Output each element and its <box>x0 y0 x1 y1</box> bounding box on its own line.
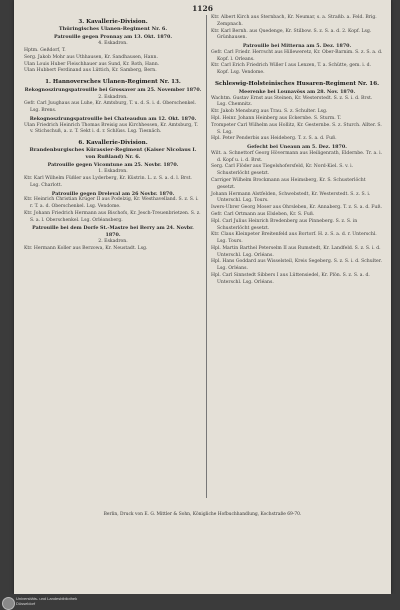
left-column-entry: Hptm. Geßdorf, T. <box>24 47 66 53</box>
page-footer: Berlin, Druck von E. G. Mittler & Sohn, Königliche Hofbuchhandlung, Kochstraße 69-70. <box>103 512 302 517</box>
right-column-entry: Hpl. Hans Goddard aus Wisselsteil, Kreis Segeberg. S. z. S. i. d. Schulter. Lsg. Orléans. <box>211 259 382 272</box>
left-column-entry: Ulan Friedrich Heinrich Thomas Breisig aus Kirchhessen, Kr. Amtsburg, T. v. Stichschuß, a. z. T. Sekt i. d. r. Schlüss. Lsg. Tiesnäch. <box>24 122 199 135</box>
right-column-entry: Gefr. Carl Ortmann aus Elsleben, Kr. S. Fuß. <box>211 211 315 217</box>
right-column-entry: Wilt. a. Schnettorf Georg Hövermann aus Heiligenrath, Eldernbe. Tr. a. i. d. Kopf u. i. d. Brst. <box>211 150 383 163</box>
right-column-head: Schleswig-Holsteinisches Husaren-Regiment Nr. 16. <box>214 80 380 87</box>
left-column-head: 6. Kavallerie-Division. <box>78 140 148 147</box>
left-column-head: 1. Hannoversches Ulanen-Regiment Nr. 13. <box>45 79 181 86</box>
left-column-entry: Serg. Jakob Mohr aus Uthhausen, Kr. Sandhausen, Hann. <box>24 54 158 60</box>
right-column-entry: Ktr. Carl Erich Friedrich Willer I aus Lenzen, T. a. Schütte, gem. i. d. Kopf. Lsg. Vendome. <box>211 63 372 76</box>
left-column-dept: Patrouille bei dem Dorfe St.-Mastre bei Berry am 24. Novbr. 1870. <box>32 225 194 238</box>
left-column-head: 3. Kavallerie-Division. <box>78 19 148 25</box>
left-column-sub: Brandenburgisches Kürassier-Regiment (Kaiser Nicolaus I. von Rußland) Nr. 6. <box>29 147 197 160</box>
left-column-entry: Ktr. Heinrich Christian Krüger II aus Podelzig, Kr. Westhavelland. S. z. S. i. r. T. a. d. Oberschenkel. Lsg. Vendome. <box>24 197 199 209</box>
right-column <box>211 15 383 287</box>
left-column-dept: Rekognoszirungspatrouille bei Grossaver am 25. November 1870. <box>24 87 202 94</box>
right-column-entry: Hpl. Carl Julius Heinrich Bredenberg aus Pinneberg. S. z. S. in Schusterlöcht gesetzt. <box>211 218 358 231</box>
right-column-entry: Serg. Carl Flöder aus Tiegelshofersfeld, Kr. Nord-Kiel. S. v. i. Schusterlöcht gesetzt. <box>211 164 354 177</box>
right-column-entry: Carriger Wilhelm Brockmann aus Heimsberg, Kr. S. Schusterlöcht gesetzt. <box>211 177 366 190</box>
left-column-sec: 1. Eskadron. <box>98 169 128 175</box>
right-column-entry: Ktr. Jakob Mensburg aus Trau. S. z. Schulter. Lsg. <box>211 109 328 115</box>
left-column-dept: Patrouille gegen Dreleval am 26 Novbr. 1870. <box>51 190 175 197</box>
column-divider <box>206 15 207 498</box>
right-column-entry: Hpl. Carl Sinnstedt Sibbers I aus Lüttensiedel, Kr. Plön. S. z. S. a. d. Unterschl. Lsg. Orléans. <box>211 273 370 285</box>
left-column-sec: 4. Eskadron. <box>98 41 128 47</box>
right-column-entry: Ktr. Albert Kirch aus Sternbach, Kr. Neumar, s. a. Straßb. a. Feld. Brig. Zempnach. <box>211 15 377 27</box>
right-column-dept: Meerenke bei Lounavöss am 28. Nov. 1870. <box>238 88 356 95</box>
right-column-entry: Trompeter Carl Wilhelm aus Hollitz, Kr. Gesternbe. S. z. Sturch. Allter. S. S. Lsg. <box>211 122 382 135</box>
right-column-entry: Gefr. Carl Friedr. Herrscht aus Hilleweretz, Kr. Ober-Barnim. S. z. S. a. d. Kopf. l. Orleans. <box>211 49 383 62</box>
left-column-entry: Gefr. Carl Juughaus aus Luhe, Kr. Amtsburg, T. u. d. S. i. d. Oberschenkel. Lsg. Brens. <box>24 101 197 114</box>
library-credit: Universitäts- und Landesbibliothek Düsseldorf <box>16 596 78 606</box>
left-column-entry: Ulan Louis Huber Fleischhauer aus Sund, Kr. Roth, Hann. <box>24 61 160 67</box>
left-column <box>24 15 202 253</box>
right-column-entry: Ktr. Claus Kleinpeter Breitenfeld aus Bortorf. H. z. S. a. d. r. Unterschl. Lsg. Tours. <box>211 232 377 245</box>
right-column-entry: Hpl. Martin Barthel Peterselm II aus Rumstedt, Kr. Landfeld. S. z. S. i. d. Unterschl. Lsg. Orléans. <box>211 245 381 258</box>
library-logo-icon <box>2 597 15 610</box>
left-column-sec: 2. Eskadron. <box>98 94 128 100</box>
right-column-dept: Gefecht bei Uneaun am 5. Dez. 1870. <box>247 144 347 151</box>
left-column-sec: 2. Eskadron. <box>98 239 128 245</box>
left-column-entry: Ktr. Johann Friedrich Hermann aus Bischofs, Kr. Jesch-Treuenbrietzen. S. z. S. a. l. Oberschenkel. Lsg. Orléansberg. <box>24 210 201 223</box>
right-column-entry: Iwers-Ubrer Georg Moser aus Ohrsleben, Kr. Annaberg. T. z. S. a. d. Fuß. <box>211 205 382 211</box>
left-column-entry: Ulan Hubbert Ferdinand aus Lüttich, Kr. Samberg, Bern. <box>24 68 157 74</box>
right-column-entry: Ktr. Karl Bernh. aus Quedenge, Kr. Stilbow. S. z. S. a. d. 2. Kopf. Lsg. Grünhausen. <box>211 28 372 41</box>
page-number: 1126 <box>192 4 213 13</box>
right-column-entry: Hpl. Heinr. Johann Heinberg aus Eckernbe. S. Sturm. T. <box>211 115 342 121</box>
document-page <box>14 0 391 594</box>
right-column-entry: Wachtm. Gustav Ernst aus Steinen, Kr. Westerstedt. S. z. S. i. d. Brst. Lsg. Chemnitz. <box>211 95 373 108</box>
left-column-dept: Patrouille gegen Pronnay am 13. Okt. 1870. <box>54 33 172 40</box>
right-column-dept: Patrouille bei Mitterna am 5. Dez. 1870. <box>242 43 352 50</box>
left-column-entry: Ktr. Karl Wilhelm Füßler aus Lyderberg, Kr. Küstrin. L. z. S. a. d. l. Brst. Lsg. Charlott. <box>24 175 192 188</box>
right-column-entry: Johann Hermann Alstfelden, Schwebstedt, Kr. Westerstedt. S. z. S. i. Unterschl. Lsg. Tours. <box>211 191 371 204</box>
right-column-entry: Hpl. Peter Penderbis aus Heideberg. T. z. S. a. d. Fuß. <box>211 136 337 142</box>
left-column-sub: Thüringisches Ulanen-Regiment Nr. 6. <box>58 26 168 32</box>
left-column-dept: Patrouille gegen Vicomtune am 25. Novbr. 1870. <box>47 161 179 168</box>
left-column-dept: Rekognoszirungspatrouille bei Chateaudun am 12. Okt. 1870. <box>29 115 197 122</box>
left-column-entry: Ktr. Hermann Koller aus Berzowa, Kr. Neustadt. Lsg. <box>24 246 148 252</box>
